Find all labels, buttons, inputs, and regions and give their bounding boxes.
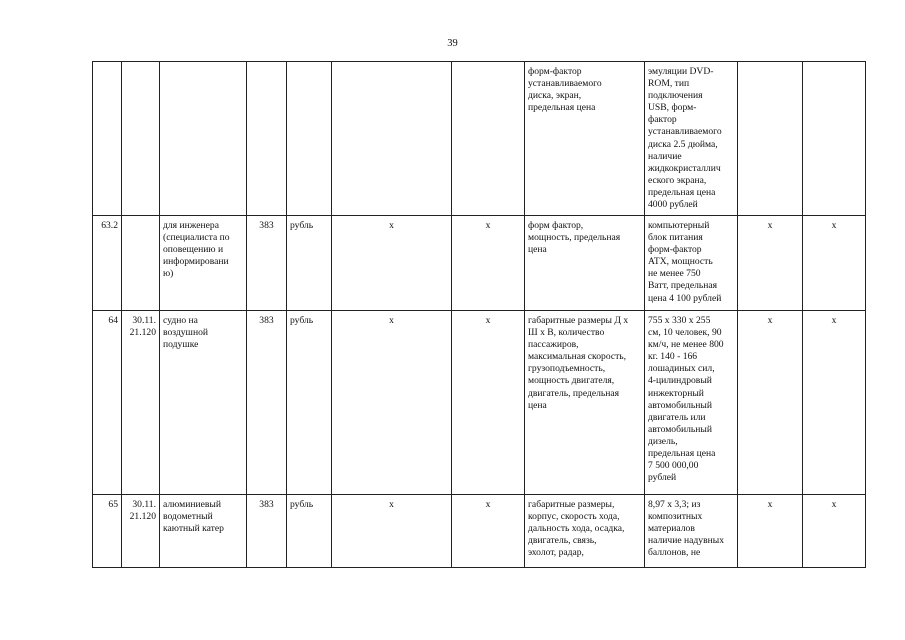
cell-col10: x <box>738 216 803 311</box>
cell-col7: x <box>452 495 525 568</box>
cell-col7: x <box>452 311 525 495</box>
table-row <box>93 311 866 495</box>
cell-col11 <box>803 62 866 216</box>
unit-name: рубль <box>287 495 332 568</box>
characteristic-values: компьютерный блок питания форм-фактор ATX, мощность не менее 750 Ватт, предельная цена 4 100 рублей <box>645 216 738 311</box>
row-number: 64 <box>93 311 122 495</box>
procurement-table <box>92 61 866 568</box>
cell-col10 <box>738 62 803 216</box>
table-row <box>93 495 866 568</box>
table-row <box>93 216 866 311</box>
unit-code: 383 <box>247 216 287 311</box>
row-number <box>93 62 122 216</box>
characteristics: форм-фактор устанавливаемого диска, экран, предельная цена <box>525 62 645 216</box>
page-number: 39 <box>447 38 458 49</box>
cell-col10: x <box>738 495 803 568</box>
unit-name: рубль <box>287 216 332 311</box>
characteristic-values: 755 х 330 х 255 см, 10 человек, 90 км/ч, не менее 800 кг. 140 - 166 лошадиных сил, 4-цилиндровый инжекторный автомобильный двигатель или автомобильный дизель, предельная цена 7 500 000,00 рублей <box>645 311 738 495</box>
characteristics: габаритные размеры, корпус, скорость хода, дальность хода, осадка, двигатель, связь, эхолот, радар, <box>525 495 645 568</box>
cell-col11: x <box>803 311 866 495</box>
cell-col6: x <box>332 495 452 568</box>
cell-col6 <box>332 62 452 216</box>
cell-col6: x <box>332 216 452 311</box>
okpd2-code: 30.11. 21.120 <box>122 495 160 568</box>
cell-col10: x <box>738 311 803 495</box>
unit-code: 383 <box>247 311 287 495</box>
item-name: для инженера (специалиста по оповещению и информировани ю) <box>160 216 247 311</box>
unit-name <box>287 62 332 216</box>
characteristics: форм фактор, мощность, предельная цена <box>525 216 645 311</box>
item-name: судно на воздушной подушке <box>160 311 247 495</box>
row-number: 65 <box>93 495 122 568</box>
unit-code <box>247 62 287 216</box>
okpd2-code: 30.11. 21.120 <box>122 311 160 495</box>
cell-col11: x <box>803 495 866 568</box>
unit-name: рубль <box>287 311 332 495</box>
cell-col6: x <box>332 311 452 495</box>
cell-col11: x <box>803 216 866 311</box>
characteristic-values: эмуляции DVD- ROM, тип подключения USB, форм- фактор устанавливаемого диска 2.5 дюйма, наличие жидкокристаллич еского экрана, предельная цена 4000 рублей <box>645 62 738 216</box>
row-number: 63.2 <box>93 216 122 311</box>
item-name: алюминиевый водометный каютный катер <box>160 495 247 568</box>
characteristics: габаритные размеры Д х Ш х В, количество пассажиров, максимальная скорость, грузоподъемность, мощность двигателя, двигатель, предельная цена <box>525 311 645 495</box>
table-row <box>93 62 866 216</box>
cell-col7: x <box>452 216 525 311</box>
cell-col7 <box>452 62 525 216</box>
okpd2-code <box>122 62 160 216</box>
unit-code: 383 <box>247 495 287 568</box>
item-name <box>160 62 247 216</box>
characteristic-values: 8,97 х 3,3; из композитных материалов наличие надувных баллонов, не <box>645 495 738 568</box>
okpd2-code <box>122 216 160 311</box>
